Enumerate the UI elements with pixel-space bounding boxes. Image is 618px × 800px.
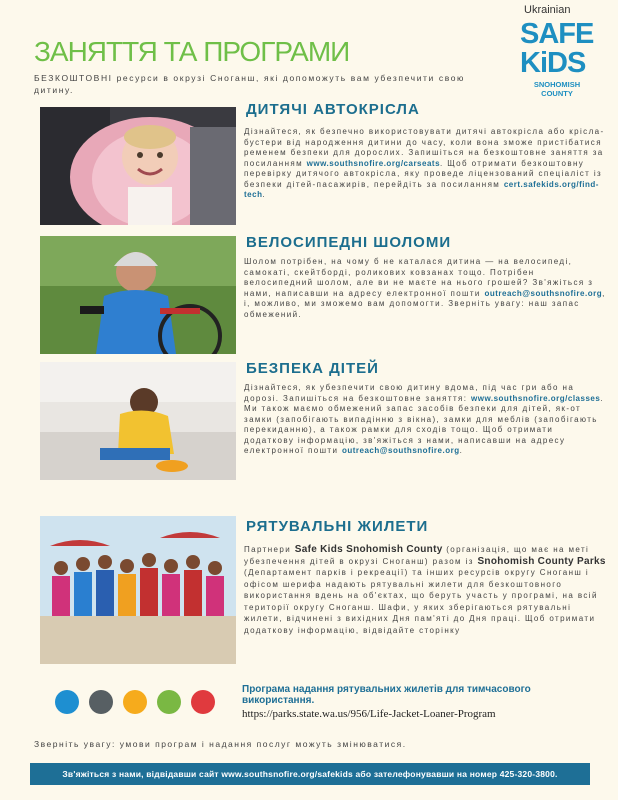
county-parks-org-name: Snohomish County Parks xyxy=(477,555,606,567)
car-seats-classes-link[interactable]: www.southsnofire.org/carseats xyxy=(306,158,441,168)
safe-kids-logo xyxy=(512,4,608,108)
logo-kids-text: KiDS xyxy=(520,47,586,79)
blue-dot xyxy=(55,690,79,714)
child-safety-photo xyxy=(40,362,236,480)
decorative-dots xyxy=(55,690,215,714)
life-jackets-text xyxy=(244,544,606,636)
car-seats-body-1: Дізнайтеся, як безпечно використовувати дитячі автокрісла або крісла-бустери від народження дитини до часу, коли вона зможе пристібатися ременем безпеки для дорослих. Запишіться на безкоштовне заняття за посиланням xyxy=(244,127,605,168)
child-safety-body-2: Ми також маємо обмежений запас засобів безпеки для дітей, як-от замки (запобігають випадінню з вікна), замки для меблів (запобігають перекиданню), а також рамки для сходів тощо. Щоб отримати додаткову інформацію, зв'яжіться з нами, написавши на адресу електронної пошти xyxy=(244,404,598,455)
helmets-body-1: Шолом потрібен, на чому б не каталася дитина — на велосипеді, самокаті, скейтборді, роликових ковзанах тощо. Потрібен велосипедний шолом, але ви не маєте на нього грошей? Зв'яжіться з нами, написавши на адресу електронної пошти xyxy=(244,257,594,298)
program-change-note: Зверніть увагу: умови програм і надання послуг можуть змінюватися. xyxy=(34,739,407,749)
helmets-heading: ВЕЛОСИПЕДНІ ШОЛОМИ xyxy=(246,234,452,251)
child-safety-email-link[interactable]: outreach@southsnofire.org xyxy=(341,446,460,455)
contact-footer: Зв'яжіться з нами, відвідавши сайт www.southsnofire.org/safekids або зателефонувавши на номер 425-320-3800. xyxy=(30,763,590,785)
green-dot xyxy=(157,690,181,714)
red-dot xyxy=(191,690,215,714)
helmets-text xyxy=(244,257,606,320)
logo-chapter-text: SNOHOMISH COUNTY xyxy=(533,80,581,98)
child-safety-heading: БЕЗПЕКА ДІТЕЙ xyxy=(246,360,379,377)
yellow-dot xyxy=(123,690,147,714)
life-jackets-heading: РЯТУВАЛЬНІ ЖИЛЕТИ xyxy=(246,518,429,535)
child-safety-classes-link[interactable]: www.southsnofire.org/classes xyxy=(471,393,601,403)
helmets-body-2: , і, можливо, ми зможемо вам допомогти. Зверніть увагу: наш запас обмежений. xyxy=(244,288,606,319)
car-seats-body-2: Щоб отримати безкоштовну перевірку дитячого автокрісла, яку проведе ліцензований спеціаліст із безпеки дітей-пасажирів, перейдіть за посиланням xyxy=(244,158,603,189)
loaner-program-title: Програма надання рятувальних жилетів для тимчасового використання. xyxy=(242,684,531,706)
intro-text: БЕЗКОШТОВНІ ресурси в окрузі Сноганш, які допоможуть вам убезпечити свою дитину. xyxy=(34,73,466,95)
car-seat-photo xyxy=(40,107,236,225)
life-jackets-body-3: (Департамент парків і рекреації) та інших ресурсів округу Сноганш і офісом шерифа надають рятувальні жилети для безкоштовного використання вдень на об'єктах, що беруть участь у програмі, на всій території округу Сноганш. Шафи, у яких зберігаються рятувальні жилети, відчинені з вихідних Дня пам'яті до Дня праці. Щоб отримати додаткову інформацію, відвідайте сторінку xyxy=(244,568,598,635)
life-jackets-body-1: Партнери xyxy=(244,545,292,554)
car-seats-heading: ДИТЯЧІ АВТОКРІСЛА xyxy=(246,101,420,118)
page-title: ЗАНЯТТЯ ТА ПРОГРАМИ xyxy=(34,36,350,67)
loaner-program-link[interactable]: https://parks.state.wa.us/956/Life-Jacket-Loaner-Program xyxy=(242,708,496,720)
child-safety-body-1: Дізнайтеся, як убезпечити свою дитину вдома, під час гри або на дорозі. Запишіться на безкоштовне заняття: xyxy=(244,383,575,403)
logo-language-label: Ukrainian xyxy=(524,4,571,16)
logo-safe-text: SAFE xyxy=(520,18,594,50)
bike-helmet-photo xyxy=(40,236,236,354)
helmets-email-link[interactable]: outreach@southsnofire.org xyxy=(484,288,603,298)
life-jackets-photo xyxy=(40,516,236,664)
car-seats-text: Дізнайтеся, як безпечно використовувати дитячі автокрісла або крісла-бустери від народження дитини до часу, коли вона зможе пристібатися ременем безпеки для дорослих. Запишіться на безкоштовне заняття за посиланням www.southsnofire.org/carseats. Щоб отримати безкоштовну перевірку дитячого автокрісла, яку проведе ліцензований спеціаліст із безпеки дітей-пасажирів, перейдіть за посиланням cert.safekids.org/find-tech. xyxy=(244,127,605,199)
gray-dot xyxy=(89,690,113,714)
life-jackets-body-2: (організація, що має на меті убезпечення дітей в окрузі Сноганш) разом із xyxy=(244,545,590,566)
child-safety-text: Дізнайтеся, як убезпечити свою дитину вдома, під час гри або на дорозі. Запишіться на безкоштовне заняття: www.southsnofire.org/classes. Ми також маємо обмежений запас засобів безпеки для дітей, як-от замки (запобігають випадінню з вікна), замки для меблів (запобігають перекиданню), а також рамки для сходів тощо. Щоб отримати додаткову інформацію, зв'яжіться з нами, написавши на адресу електронної пошти outreach@southsnofire.org. xyxy=(244,383,604,455)
car-seat-check-link[interactable]: cert.safekids.org/find-tech xyxy=(244,179,599,199)
safe-kids-org-name: Safe Kids Snohomish County xyxy=(294,544,443,555)
